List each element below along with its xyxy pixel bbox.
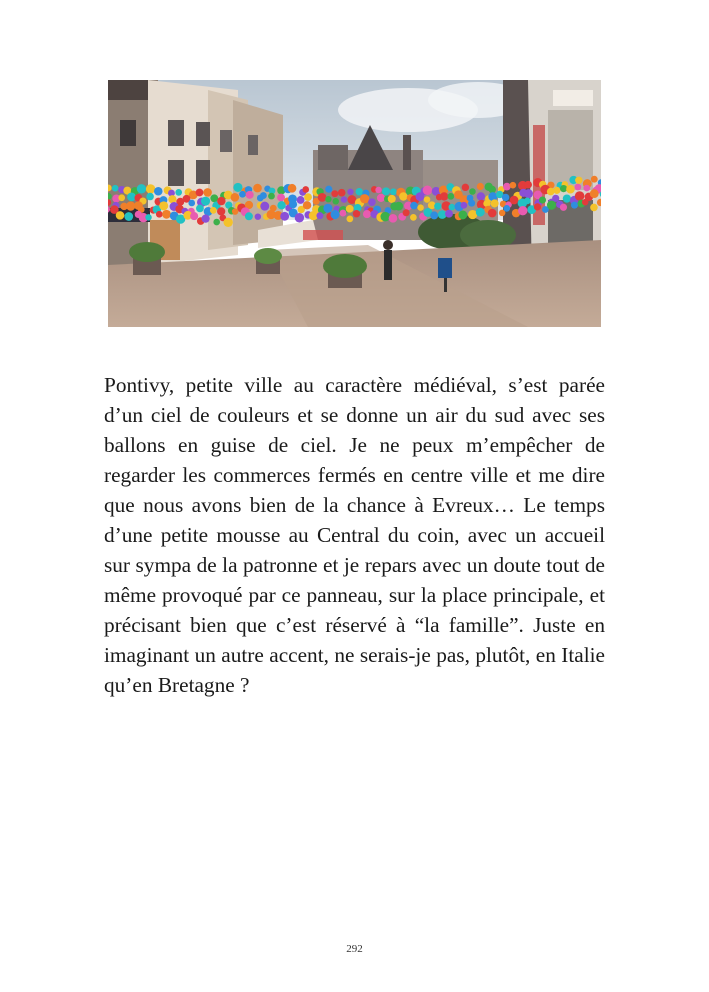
balloon <box>246 191 254 199</box>
balloon <box>126 201 135 210</box>
balloon <box>518 206 527 215</box>
balloon <box>217 197 225 205</box>
balloon <box>575 191 585 201</box>
balloon <box>380 212 390 222</box>
balloon <box>590 204 598 212</box>
balloon <box>390 188 397 195</box>
balloon <box>560 204 567 211</box>
balloon <box>524 197 531 204</box>
balloon <box>575 177 582 184</box>
balloon <box>477 192 485 200</box>
balloon <box>510 196 519 205</box>
balloon <box>468 200 475 207</box>
balloon <box>449 204 456 211</box>
balloon <box>403 209 410 216</box>
balloon <box>346 215 353 222</box>
balloon <box>302 186 309 193</box>
balloon <box>539 196 546 203</box>
street-photo <box>108 80 601 327</box>
balloon <box>289 200 297 208</box>
balloon <box>124 212 133 221</box>
balloon <box>260 192 267 199</box>
balloon <box>137 184 146 193</box>
balloon <box>210 194 218 202</box>
balloon <box>318 193 327 202</box>
balloon <box>582 199 589 206</box>
balloon <box>575 184 582 191</box>
balloon <box>503 205 510 212</box>
balloon <box>146 193 154 201</box>
balloon <box>201 197 210 206</box>
balloon <box>363 210 371 218</box>
balloon <box>112 185 119 192</box>
balloon <box>447 193 454 200</box>
balloon <box>201 215 209 223</box>
balloon <box>168 195 176 203</box>
balloon <box>196 205 204 213</box>
balloon <box>571 202 578 209</box>
balloon <box>255 213 261 219</box>
balloon <box>280 212 289 221</box>
balloon <box>434 203 441 210</box>
balloon <box>353 210 360 217</box>
balloon <box>524 189 533 198</box>
balloon <box>510 182 517 189</box>
balloon <box>502 194 509 201</box>
balloon <box>116 211 125 220</box>
balloon <box>175 189 182 196</box>
balloon <box>245 212 253 220</box>
balloon <box>323 204 332 213</box>
balloon <box>399 192 407 200</box>
balloon <box>203 188 212 197</box>
balloon <box>338 189 346 197</box>
balloon <box>233 183 242 192</box>
balloon <box>190 212 198 220</box>
balloon <box>340 210 347 217</box>
balloon <box>303 201 311 209</box>
balloon <box>377 194 385 202</box>
balloon <box>118 194 125 201</box>
balloon <box>368 198 376 206</box>
balloon <box>416 192 425 201</box>
balloon <box>547 188 555 196</box>
balloon <box>462 184 469 191</box>
balloon <box>277 194 285 202</box>
balloon <box>423 186 433 196</box>
balloon <box>297 196 305 204</box>
balloon <box>277 201 285 209</box>
balloon <box>445 210 453 218</box>
balloon <box>591 176 598 183</box>
balloon <box>394 202 403 211</box>
balloon <box>552 195 559 202</box>
balloon <box>295 213 304 222</box>
balloon <box>213 219 220 226</box>
balloon <box>325 196 331 202</box>
balloon <box>260 202 269 211</box>
balloon <box>503 183 511 191</box>
balloon <box>360 194 369 203</box>
balloon <box>476 208 485 217</box>
balloon <box>188 200 195 207</box>
balloon <box>468 210 477 219</box>
balloon <box>239 191 246 198</box>
balloon <box>469 188 476 195</box>
balloon <box>268 193 275 200</box>
balloon <box>253 184 262 193</box>
balloon <box>388 195 396 203</box>
balloon <box>389 214 398 223</box>
balloon <box>332 198 338 204</box>
balloon <box>347 189 353 195</box>
balloon <box>146 184 155 193</box>
balloon <box>154 187 163 196</box>
balloon <box>331 190 338 197</box>
balloon <box>356 188 363 195</box>
balloon <box>316 212 323 219</box>
balloon <box>583 185 590 192</box>
balloon <box>430 211 438 219</box>
balloon <box>461 202 468 209</box>
balloon <box>341 196 347 202</box>
balloon <box>534 203 541 210</box>
balloon <box>304 193 312 201</box>
balloon <box>325 186 332 193</box>
balloon <box>440 192 448 200</box>
balloon <box>547 201 556 210</box>
balloon <box>491 199 499 207</box>
balloon <box>410 202 418 210</box>
balloon <box>424 196 430 202</box>
article-paragraph: Pontivy, petite ville au caractère médiéval, s’est parée d’un ciel de couleurs et se donne un air du sud avec ses ballons en guise de ciel. Je ne peux m’empêcher de regarder les commerces fermés en centre ville et me dire que nous avons bien de la chance à Evreux… Le temps d’une petite mousse au Central du coin, avec un accueil sur sympa de la patronne et je repars avec un doute tout de même provoqué par ce panneau, sur la place principale, et précisant bien que c’est réservé à “la famille”. Juste en imaginant un autre accent, ne serais-je pas, plutôt, en Italie qu’en Bretagne ? <box>104 373 605 697</box>
balloon <box>231 193 240 202</box>
balloon <box>196 189 204 197</box>
balloon <box>232 208 238 214</box>
balloon <box>288 184 297 193</box>
balloon <box>488 186 496 194</box>
balloon <box>210 207 217 214</box>
balloon <box>156 211 163 218</box>
balloon <box>217 207 225 215</box>
balloon <box>162 210 171 219</box>
balloon <box>145 214 151 220</box>
balloon <box>524 181 532 189</box>
balloon <box>488 209 497 218</box>
balloon <box>563 194 571 202</box>
balloon <box>330 210 339 219</box>
balloon <box>477 183 484 190</box>
balloon <box>159 201 168 210</box>
balloon <box>223 218 232 227</box>
balloon <box>410 214 417 221</box>
balloon <box>560 185 567 192</box>
balloon <box>458 210 467 219</box>
balloon <box>346 205 354 213</box>
balloon <box>553 187 560 194</box>
balloon <box>566 185 575 194</box>
balloon <box>375 187 381 193</box>
balloon <box>590 189 599 198</box>
balloon <box>382 187 390 195</box>
balloon <box>417 204 423 210</box>
page-number: 292 <box>346 943 363 955</box>
